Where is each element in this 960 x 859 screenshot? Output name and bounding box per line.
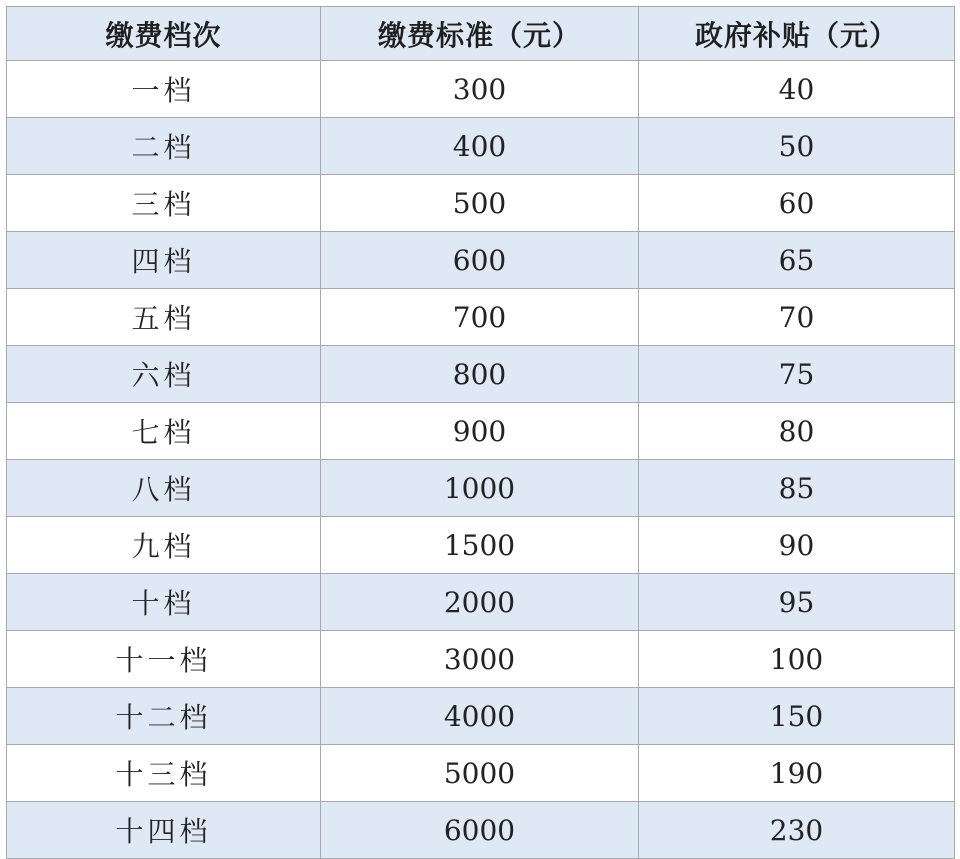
standard-cell: 800	[321, 346, 639, 403]
table-row	[7, 61, 955, 118]
standard-cell: 2000	[321, 574, 639, 631]
table-row	[7, 175, 955, 232]
table-row	[7, 631, 955, 688]
table-row	[7, 346, 955, 403]
table-row	[7, 289, 955, 346]
standard-cell: 4000	[321, 688, 639, 745]
table-row	[7, 118, 955, 175]
standard-cell: 6000	[321, 802, 639, 859]
subsidy-cell: 150	[639, 688, 955, 745]
table-header	[7, 7, 955, 61]
header-tier: 缴费档次	[7, 7, 321, 61]
tier-cell: 八档	[7, 460, 321, 517]
standard-cell: 700	[321, 289, 639, 346]
contribution-table	[6, 6, 955, 859]
tier-cell: 一档	[7, 61, 321, 118]
header-subsidy: 政府补贴（元）	[639, 7, 955, 61]
subsidy-cell: 80	[639, 403, 955, 460]
subsidy-cell: 40	[639, 61, 955, 118]
tier-cell: 三档	[7, 175, 321, 232]
standard-cell: 3000	[321, 631, 639, 688]
standard-cell: 1000	[321, 460, 639, 517]
standard-cell: 900	[321, 403, 639, 460]
subsidy-cell: 50	[639, 118, 955, 175]
subsidy-cell: 75	[639, 346, 955, 403]
subsidy-cell: 70	[639, 289, 955, 346]
subsidy-cell: 60	[639, 175, 955, 232]
subsidy-cell: 190	[639, 745, 955, 802]
subsidy-cell: 85	[639, 460, 955, 517]
tier-cell: 二档	[7, 118, 321, 175]
standard-cell: 600	[321, 232, 639, 289]
standard-cell: 300	[321, 61, 639, 118]
subsidy-cell: 90	[639, 517, 955, 574]
table-row	[7, 745, 955, 802]
standard-cell: 400	[321, 118, 639, 175]
subsidy-cell: 95	[639, 574, 955, 631]
table-body	[7, 61, 955, 859]
tier-cell: 十一档	[7, 631, 321, 688]
contribution-table-container	[6, 6, 954, 846]
table-row	[7, 688, 955, 745]
standard-cell: 500	[321, 175, 639, 232]
table-row	[7, 517, 955, 574]
tier-cell: 十四档	[7, 802, 321, 859]
table-row	[7, 403, 955, 460]
table-row	[7, 574, 955, 631]
subsidy-cell: 65	[639, 232, 955, 289]
tier-cell: 五档	[7, 289, 321, 346]
header-standard: 缴费标准（元）	[321, 7, 639, 61]
standard-cell: 5000	[321, 745, 639, 802]
header-row	[7, 7, 955, 61]
tier-cell: 六档	[7, 346, 321, 403]
tier-cell: 四档	[7, 232, 321, 289]
tier-cell: 十档	[7, 574, 321, 631]
tier-cell: 十三档	[7, 745, 321, 802]
standard-cell: 1500	[321, 517, 639, 574]
table-row	[7, 460, 955, 517]
subsidy-cell: 230	[639, 802, 955, 859]
subsidy-cell: 100	[639, 631, 955, 688]
tier-cell: 七档	[7, 403, 321, 460]
table-row	[7, 232, 955, 289]
tier-cell: 十二档	[7, 688, 321, 745]
tier-cell: 九档	[7, 517, 321, 574]
